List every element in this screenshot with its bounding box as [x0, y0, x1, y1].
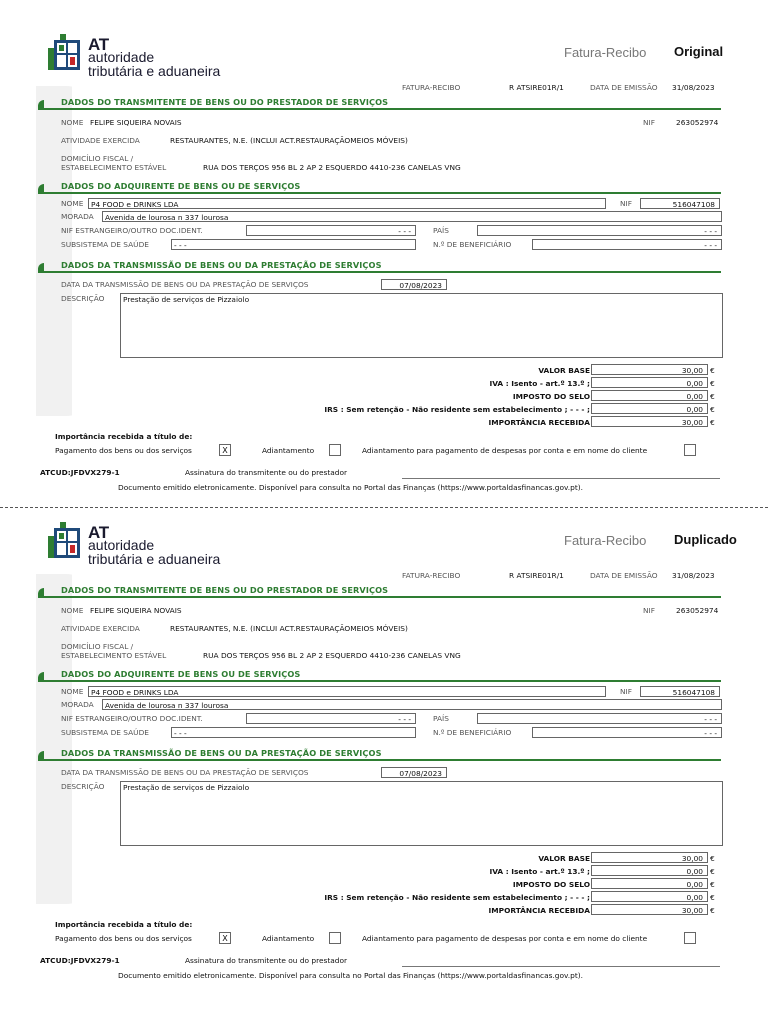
iva-field [591, 377, 708, 388]
foreign-nif: - - - [398, 715, 411, 724]
iva-value: 0,00 [686, 867, 703, 876]
iva-label: IVA : Isento - art.º 13.º ; [489, 379, 590, 388]
stamp-label: IMPOSTO DO SELO [512, 392, 590, 401]
seller-activity-label: ATIVIDADE EXERCIDA [61, 136, 140, 145]
seller-activity-label: ATIVIDADE EXERCIDA [61, 624, 140, 633]
advance-checkbox[interactable] [329, 444, 341, 456]
stamp-value: 0,00 [686, 880, 703, 889]
buyer-nif: 516047108 [672, 200, 715, 209]
footer-note: Documento emitido eletronicamente. Disponível para consulta no Portal das Finanças (https://www.portaldasfinancas.gov.pt). [118, 483, 583, 492]
received-field [591, 904, 708, 915]
country-field [477, 225, 722, 236]
seller-nif-label: NIF [643, 118, 655, 127]
stamp-field [591, 390, 708, 401]
currency: € [710, 880, 715, 889]
invoice-original [0, 0, 768, 500]
health-field [171, 727, 416, 738]
currency: € [710, 418, 715, 427]
base-value: 30,00 [681, 366, 703, 375]
currency: € [710, 392, 715, 401]
currency: € [710, 906, 715, 915]
seller-name: FELIPE SIQUEIRA NOVAIS [90, 606, 182, 615]
buyer-address-field [102, 699, 722, 710]
payment-heading: Importância recebida a título de: [55, 432, 193, 441]
description-field [120, 293, 723, 358]
logo-line-2: autoridade [88, 537, 155, 553]
buyer-name: P4 FOOD e DRINKS LDA [91, 200, 179, 209]
doc-number: R ATSIRE01R/1 [509, 83, 564, 92]
currency: € [710, 405, 715, 414]
invoice-duplicate [0, 488, 768, 988]
buyer-name-label: NOME [61, 199, 84, 208]
seller-name: FELIPE SIQUEIRA NOVAIS [90, 118, 182, 127]
seller-address-label-1: DOMICÍLIO FISCAL / [61, 642, 134, 651]
transaction-date-label: DATA DA TRANSMISSÃO DE BENS OU DA PRESTAÇÃO DE SERVIÇOS [61, 768, 309, 777]
beneficiary-field [532, 727, 722, 738]
base-value: 30,00 [681, 854, 703, 863]
buyer-address-field [102, 211, 722, 222]
goods-checkbox[interactable]: X [219, 444, 231, 456]
section-divider [38, 759, 721, 761]
document-kind: Fatura-Recibo [564, 533, 647, 548]
expenses-checkbox[interactable] [684, 444, 696, 456]
description-label: DESCRIÇÃO [61, 294, 105, 303]
doc-number: R ATSIRE01R/1 [509, 571, 564, 580]
buyer-address: Avenida de lourosa n 337 lourosa [105, 701, 229, 710]
copy-label: Duplicado [674, 532, 737, 547]
logo-line-3: tributária e aduaneira [88, 63, 221, 79]
received-label: IMPORTÂNCIA RECEBIDA [488, 418, 590, 427]
transaction-date-field [381, 767, 447, 778]
currency: € [710, 867, 715, 876]
received-value: 30,00 [681, 906, 703, 915]
seller-name-label: NOME [61, 606, 84, 615]
seller-nif-label: NIF [643, 606, 655, 615]
irs-field [591, 403, 708, 414]
beneficiary: - - - [704, 241, 717, 250]
document-kind: Fatura-Recibo [564, 45, 647, 60]
health-label: SUBSISTEMA DE SAÚDE [61, 728, 149, 737]
country: - - - [704, 227, 717, 236]
seller-address-label-2: ESTABELECIMENTO ESTÁVEL [61, 163, 167, 172]
advance-label: Adiantamento [262, 446, 315, 455]
advance-checkbox[interactable] [329, 932, 341, 944]
health: - - - [174, 241, 187, 250]
beneficiary: - - - [704, 729, 717, 738]
expenses-label: Adiantamento para pagamento de despesas por conta e em nome do cliente [362, 934, 648, 943]
irs-label: IRS : Sem retenção - Não residente sem estabelecimento ; - - - ; [324, 405, 590, 414]
base-label: VALOR BASE [538, 854, 590, 863]
foreign-nif: - - - [398, 227, 411, 236]
received-value: 30,00 [681, 418, 703, 427]
transaction-section-title: DADOS DA TRANSMISSÃO DE BENS OU DA PRESTAÇÃO DE SERVIÇOS [61, 748, 382, 758]
irs-value: 0,00 [686, 405, 703, 414]
irs-field [591, 891, 708, 902]
currency: € [710, 854, 715, 863]
seller-nif: 263052974 [676, 606, 719, 615]
base-label: VALOR BASE [538, 366, 590, 375]
seller-address: RUA DOS TERÇOS 956 BL 2 AP 2 ESQUERDO 4410-236 CANELAS VNG [203, 651, 461, 660]
goods-label: Pagamento dos bens ou dos serviços [55, 934, 192, 943]
transaction-section-title: DADOS DA TRANSMISSÃO DE BENS OU DA PRESTAÇÃO DE SERVIÇOS [61, 260, 382, 270]
goods-label: Pagamento dos bens ou dos serviços [55, 446, 192, 455]
atcud: ATCUD:JFDVX279-1 [40, 956, 120, 965]
buyer-nif-label: NIF [620, 687, 632, 696]
stamp-label: IMPOSTO DO SELO [512, 880, 590, 889]
buyer-section-title: DADOS DO ADQUIRENTE DE BENS OU DE SERVIÇOS [61, 669, 301, 679]
irs-value: 0,00 [686, 893, 703, 902]
seller-section-title: DADOS DO TRANSMITENTE DE BENS OU DO PRESTADOR DE SERVIÇOS [61, 585, 389, 595]
currency: € [710, 379, 715, 388]
logo-line-1: AT [88, 523, 109, 542]
iva-label: IVA : Isento - art.º 13.º ; [489, 867, 590, 876]
country-field [477, 713, 722, 724]
description: Prestação de serviços de Pizzaiolo [123, 783, 250, 792]
iva-field [591, 865, 708, 876]
transaction-date: 07/08/2023 [399, 281, 442, 290]
issue-date: 31/08/2023 [672, 571, 715, 580]
goods-checkbox[interactable]: X [219, 932, 231, 944]
country: - - - [704, 715, 717, 724]
buyer-name-field [88, 686, 606, 697]
signature-label: Assinatura do transmitente ou do prestador [185, 956, 348, 965]
signature-label: Assinatura do transmitente ou do prestador [185, 468, 348, 477]
health-field [171, 239, 416, 250]
buyer-address-label: MORADA [61, 212, 94, 221]
seller-activity: RESTAURANTES, N.E. (INCLUI ACT.RESTAURAÇÃOMEIOS MÓVEIS) [170, 136, 408, 145]
foreign-nif-label: NIF ESTRANGEIRO/OUTRO DOC.IDENT. [61, 226, 203, 235]
buyer-address: Avenida de lourosa n 337 lourosa [105, 213, 229, 222]
expenses-label: Adiantamento para pagamento de despesas por conta e em nome do cliente [362, 446, 648, 455]
foreign-nif-field [246, 225, 416, 236]
buyer-nif-label: NIF [620, 199, 632, 208]
buyer-name-field [88, 198, 606, 209]
issue-date: 31/08/2023 [672, 83, 715, 92]
at-logo [46, 522, 236, 566]
section-divider [38, 108, 721, 110]
buyer-nif-field [640, 198, 720, 209]
beneficiary-label: N.º DE BENEFICIÁRIO [433, 240, 512, 249]
foreign-nif-field [246, 713, 416, 724]
description-field [120, 781, 723, 846]
stamp-value: 0,00 [686, 392, 703, 401]
iva-value: 0,00 [686, 379, 703, 388]
transaction-date-label: DATA DA TRANSMISSÃO DE BENS OU DA PRESTAÇÃO DE SERVIÇOS [61, 280, 309, 289]
expenses-checkbox[interactable] [684, 932, 696, 944]
copy-label: Original [674, 44, 724, 59]
section-divider [38, 680, 721, 682]
at-logo [46, 34, 236, 78]
base-field [591, 852, 708, 863]
seller-nif: 263052974 [676, 118, 719, 127]
received-label: IMPORTÂNCIA RECEBIDA [488, 906, 590, 915]
issue-date-label: DATA DE EMISSÃO [590, 571, 658, 580]
country-label: PAÍS [433, 226, 449, 235]
footer-note: Documento emitido eletronicamente. Disponível para consulta no Portal das Finanças (https://www.portaldasfinancas.gov.pt). [118, 971, 583, 980]
description-label: DESCRIÇÃO [61, 782, 105, 791]
seller-section-title: DADOS DO TRANSMITENTE DE BENS OU DO PRESTADOR DE SERVIÇOS [61, 97, 389, 107]
seller-address-label-1: DOMICÍLIO FISCAL / [61, 154, 134, 163]
buyer-nif-field [640, 686, 720, 697]
doc-type-label: FATURA-RECIBO [402, 571, 461, 580]
advance-label: Adiantamento [262, 934, 315, 943]
logo-line-1: AT [88, 35, 109, 54]
signature-line [402, 966, 720, 967]
logo-line-3: tributária e aduaneira [88, 551, 221, 567]
signature-line [402, 478, 720, 479]
payment-heading: Importância recebida a título de: [55, 920, 193, 929]
beneficiary-field [532, 239, 722, 250]
foreign-nif-label: NIF ESTRANGEIRO/OUTRO DOC.IDENT. [61, 714, 203, 723]
beneficiary-label: N.º DE BENEFICIÁRIO [433, 728, 512, 737]
transaction-date-field [381, 279, 447, 290]
section-divider [38, 271, 721, 273]
transaction-date: 07/08/2023 [399, 769, 442, 778]
health: - - - [174, 729, 187, 738]
currency: € [710, 366, 715, 375]
seller-name-label: NOME [61, 118, 84, 127]
section-divider [38, 596, 721, 598]
buyer-nif: 516047108 [672, 688, 715, 697]
seller-address: RUA DOS TERÇOS 956 BL 2 AP 2 ESQUERDO 4410-236 CANELAS VNG [203, 163, 461, 172]
irs-label: IRS : Sem retenção - Não residente sem estabelecimento ; - - - ; [324, 893, 590, 902]
section-divider [38, 192, 721, 194]
description: Prestação de serviços de Pizzaiolo [123, 295, 250, 304]
buyer-address-label: MORADA [61, 700, 94, 709]
received-field [591, 416, 708, 427]
logo-line-2: autoridade [88, 49, 155, 65]
atcud: ATCUD:JFDVX279-1 [40, 468, 120, 477]
buyer-section-title: DADOS DO ADQUIRENTE DE BENS OU DE SERVIÇOS [61, 181, 301, 191]
seller-address-label-2: ESTABELECIMENTO ESTÁVEL [61, 651, 167, 660]
currency: € [710, 893, 715, 902]
doc-type-label: FATURA-RECIBO [402, 83, 461, 92]
base-field [591, 364, 708, 375]
issue-date-label: DATA DE EMISSÃO [590, 83, 658, 92]
buyer-name-label: NOME [61, 687, 84, 696]
buyer-name: P4 FOOD e DRINKS LDA [91, 688, 179, 697]
seller-activity: RESTAURANTES, N.E. (INCLUI ACT.RESTAURAÇÃOMEIOS MÓVEIS) [170, 624, 408, 633]
country-label: PAÍS [433, 714, 449, 723]
stamp-field [591, 878, 708, 889]
health-label: SUBSISTEMA DE SAÚDE [61, 240, 149, 249]
